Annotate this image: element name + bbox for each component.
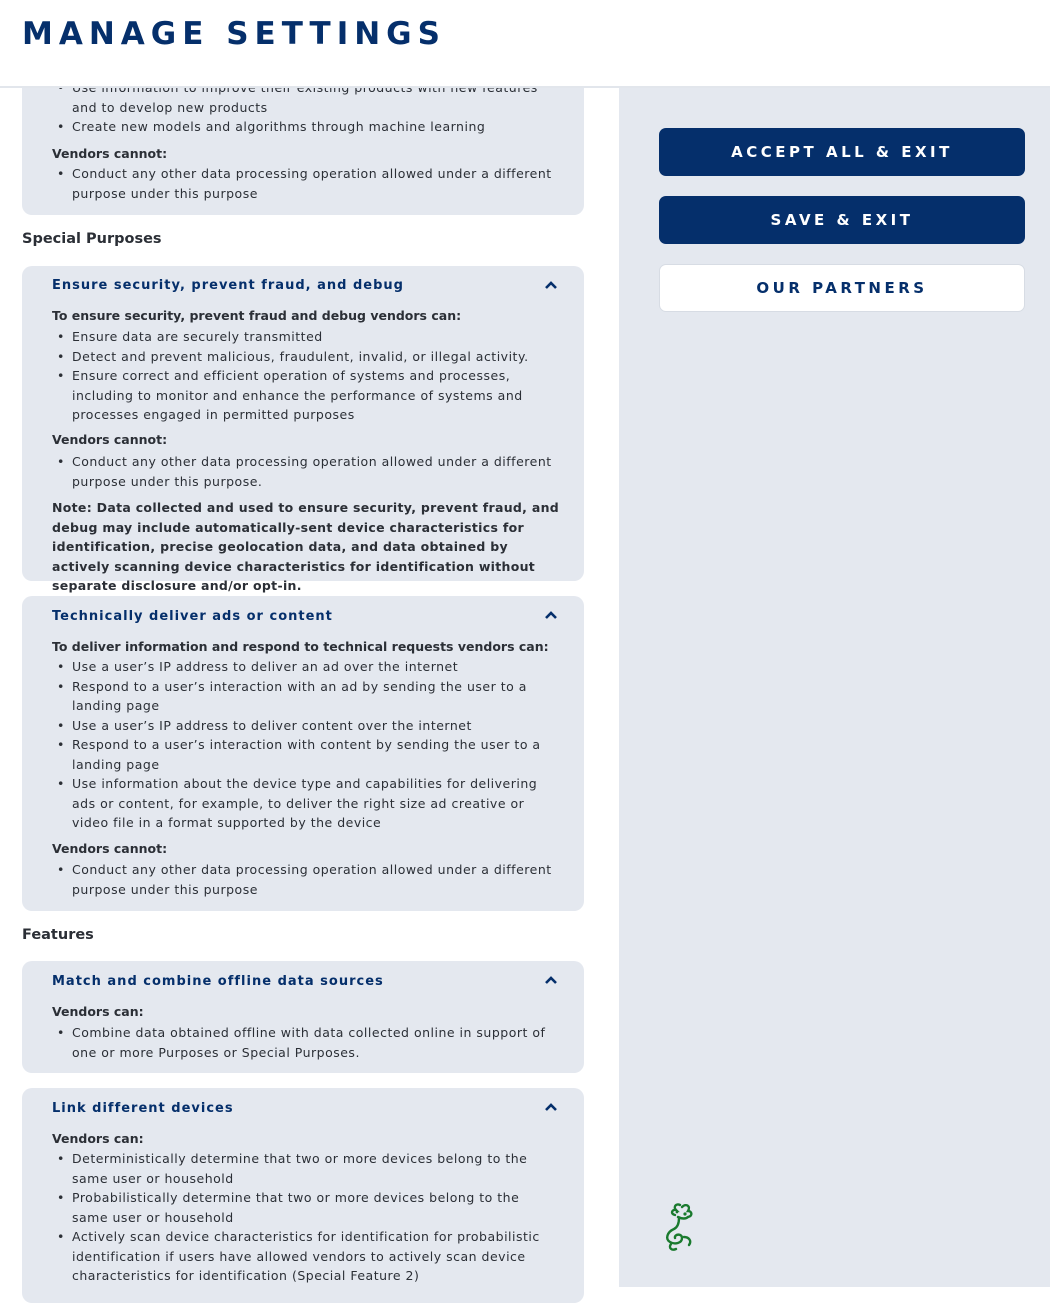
list-item: • Conduct any other data processing operation allowed under a different purpose under this purpose. xyxy=(52,452,557,491)
vendors-cannot-label: Vendors cannot: xyxy=(52,146,168,161)
vendors-cannot-list xyxy=(52,452,557,491)
our-partners-button[interactable]: OUR PARTNERS xyxy=(659,264,1025,312)
list-item: • Actively scan device characteristics for identification for probabilistic identification if users have allowed vendors to actively scan device characteristics for identification (Special Feature 2) xyxy=(52,1227,557,1286)
special-purpose-card-deliver xyxy=(22,596,584,911)
vendors-cannot-list xyxy=(52,164,557,203)
features-heading: Features xyxy=(22,927,94,943)
save-exit-button[interactable]: SAVE & EXIT xyxy=(659,196,1025,244)
special-purposes-heading: Special Purposes xyxy=(22,231,162,247)
list-item: • Use a user’s IP address to deliver an ad over the internet xyxy=(52,657,557,677)
list-item: • Conduct any other data processing operation allowed under a different purpose under this purpose xyxy=(52,860,557,899)
list-item: • Create new models and algorithms through machine learning xyxy=(52,117,557,137)
vendors-can-list xyxy=(52,1149,557,1286)
vendors-cannot-label: Vendors cannot: xyxy=(52,432,168,447)
vendors-can-label: To ensure security, prevent fraud and debug vendors can: xyxy=(52,308,462,323)
security-note: Note: Data collected and used to ensure security, prevent fraud, and debug may include automatically-sent device characteristics for identification, precise geolocation data, and data obtained by actively scanning device characteristics for identification without separate disclosure and/or opt-in. xyxy=(52,500,560,593)
card-title[interactable]: Technically deliver ads or content xyxy=(52,609,333,624)
chevron-up-icon[interactable] xyxy=(544,280,558,290)
card-title[interactable]: Ensure security, prevent fraud, and debug xyxy=(52,278,404,293)
card-title[interactable]: Match and combine offline data sources xyxy=(52,974,384,989)
list-item: • Ensure data are securely transmitted xyxy=(52,327,557,347)
brand-logo-icon xyxy=(658,1201,698,1253)
feature-card-link-devices xyxy=(22,1088,584,1303)
vendors-can-label: Vendors can: xyxy=(52,1131,144,1146)
purpose-card-develop-products xyxy=(22,70,584,215)
list-item: • Respond to a user’s interaction with an ad by sending the user to a landing page xyxy=(52,677,557,716)
vendors-can-label: Vendors can: xyxy=(52,1004,144,1019)
list-item: • Combine data obtained offline with data collected online in support of one or more Purposes or Special Purposes. xyxy=(52,1023,557,1062)
page-title: MANAGE SETTINGS xyxy=(22,16,446,52)
list-item: • Use a user’s IP address to deliver content over the internet xyxy=(52,716,557,736)
chevron-up-icon[interactable] xyxy=(544,975,558,985)
list-item: • and to develop new products xyxy=(52,78,557,117)
special-purpose-card-security xyxy=(22,266,584,593)
chevron-up-icon[interactable] xyxy=(544,1102,558,1112)
actions-panel xyxy=(619,88,1050,1287)
vendors-can-list xyxy=(52,1023,557,1062)
list-item: • Conduct any other data processing operation allowed under a different purpose under this purpose xyxy=(52,164,557,203)
card-title[interactable]: Link different devices xyxy=(52,1101,234,1116)
chevron-up-icon[interactable] xyxy=(544,610,558,620)
header xyxy=(0,0,1050,88)
vendors-can-list xyxy=(52,327,557,425)
vendors-cannot-label: Vendors cannot: xyxy=(52,841,168,856)
list-item: • Respond to a user’s interaction with content by sending the user to a landing page xyxy=(52,735,557,774)
feature-card-match xyxy=(22,961,584,1073)
list-item: • Use information about the device type and capabilities for delivering ads or content, for example, to deliver the right size ad creative or video file in a format supported by the device xyxy=(52,774,557,833)
vendors-can-label: To deliver information and respond to technical requests vendors can: xyxy=(52,639,549,654)
list-item: • Ensure correct and efficient operation of systems and processes, including to monitor and enhance the performance of systems and processes engaged in permitted purposes xyxy=(52,366,557,425)
list-item: • Probabilistically determine that two or more devices belong to the same user or household xyxy=(52,1188,557,1227)
vendors-can-list xyxy=(52,657,557,833)
list-item: • Detect and prevent malicious, fraudulent, invalid, or illegal activity. xyxy=(52,347,557,367)
list-item: • Deterministically determine that two or more devices belong to the same user or household xyxy=(52,1149,557,1188)
vendors-cannot-list xyxy=(52,860,557,899)
accept-all-exit-button[interactable]: ACCEPT ALL & EXIT xyxy=(659,128,1025,176)
